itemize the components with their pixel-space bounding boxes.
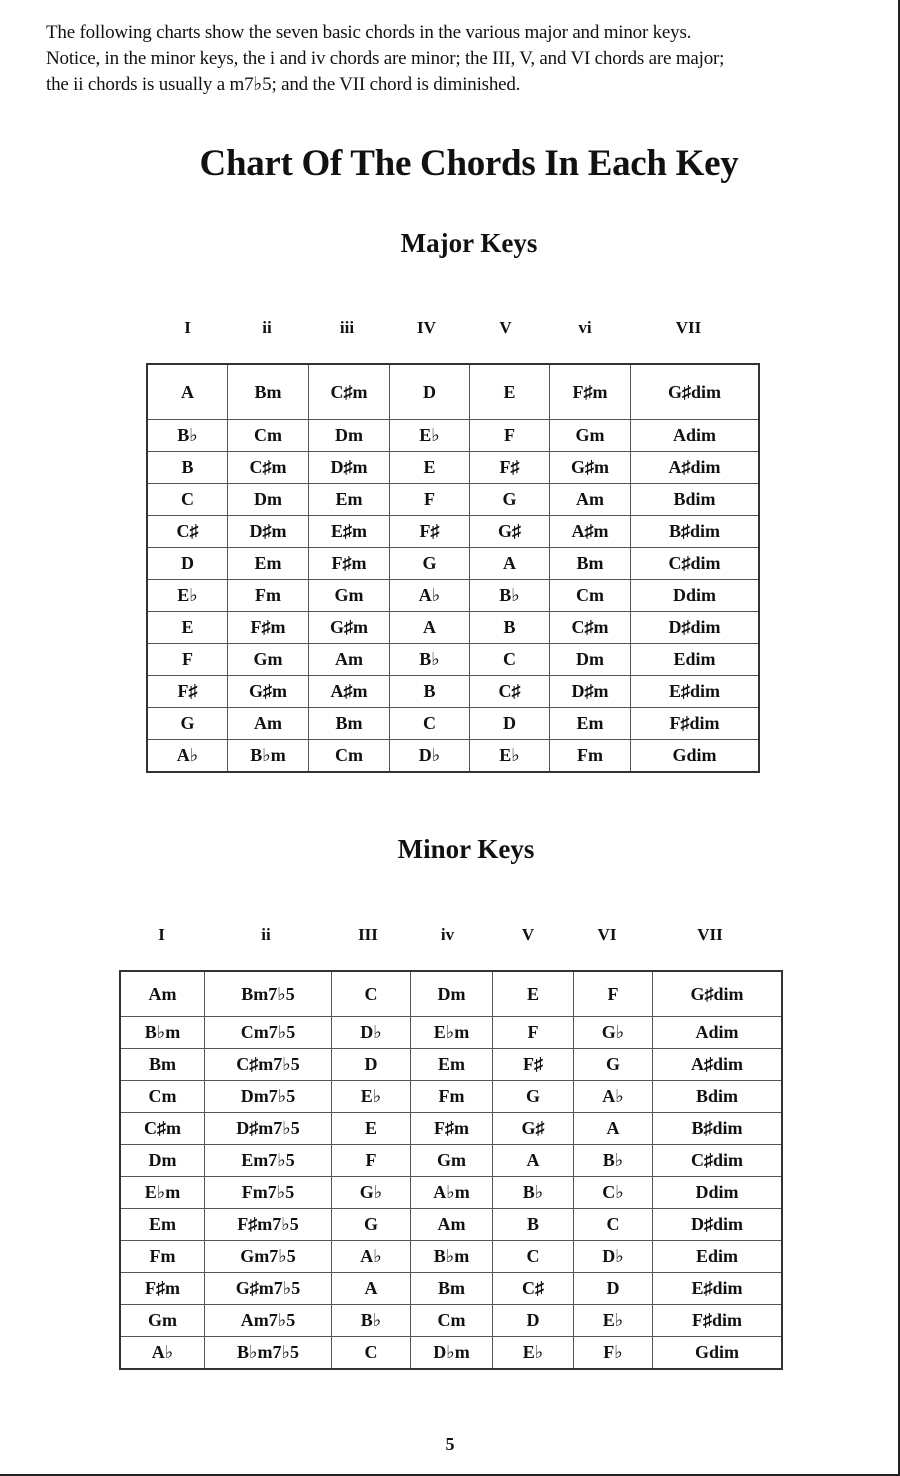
table-row [120, 1081, 782, 1113]
chord-cell: C [390, 708, 470, 740]
chord-cell: B [470, 612, 550, 644]
chord-cell: G [332, 1209, 411, 1241]
chord-cell: B [493, 1209, 574, 1241]
chord-cell: B [390, 676, 470, 708]
chord-cell: D [470, 708, 550, 740]
chord-cell: Bdim [653, 1081, 783, 1113]
chord-cell: C♯ [493, 1273, 574, 1305]
chord-cell: D♯dim [653, 1209, 783, 1241]
table-row [120, 1049, 782, 1081]
chord-cell: G [147, 708, 228, 740]
major-degree-label: VII [675, 318, 702, 337]
chord-cell: B♭ [493, 1177, 574, 1209]
chord-cell: Edim [631, 644, 760, 676]
chord-cell: Dm7♭5 [205, 1081, 332, 1113]
major-degree-label: I [184, 318, 191, 337]
chord-cell: Cm [309, 740, 390, 773]
intro-paragraph [46, 20, 861, 98]
chord-cell: F♭ [574, 1337, 653, 1370]
table-row [120, 1177, 782, 1209]
chord-cell: Gdim [653, 1337, 783, 1370]
chord-cell: Gm [550, 420, 631, 452]
chord-cell: B♭m [120, 1017, 205, 1049]
minor-keys-table [119, 970, 783, 1370]
minor-degree-label: VI [597, 925, 617, 944]
major-degree-label: V [499, 318, 512, 337]
chord-cell: E♯dim [631, 676, 760, 708]
chord-cell: G♯m7♭5 [205, 1273, 332, 1305]
chord-cell: Gm [228, 644, 309, 676]
chord-cell: Dm [228, 484, 309, 516]
chord-cell: A♯dim [653, 1049, 783, 1081]
chord-cell: D♯dim [631, 612, 760, 644]
chord-cell: B♭m [228, 740, 309, 773]
chord-cell: E♭ [332, 1081, 411, 1113]
table-row [120, 1337, 782, 1370]
chord-cell: D♭ [574, 1241, 653, 1273]
chord-cell: B♭ [390, 644, 470, 676]
chord-cell: C [470, 644, 550, 676]
chord-cell: A [574, 1113, 653, 1145]
chord-cell: A [493, 1145, 574, 1177]
chord-cell: Bm [550, 548, 631, 580]
chord-cell: Am [411, 1209, 493, 1241]
chord-cell: B♭ [332, 1305, 411, 1337]
chord-cell: E♭ [390, 420, 470, 452]
table-row [120, 1273, 782, 1305]
chord-cell: B♭ [147, 420, 228, 452]
chord-cell: B♯dim [631, 516, 760, 548]
chord-cell: F♯m [550, 364, 631, 420]
chord-cell: C♯ [147, 516, 228, 548]
chord-cell: C [332, 1337, 411, 1370]
chord-cell: F [332, 1145, 411, 1177]
chord-cell: B♭m [411, 1241, 493, 1273]
major-degree-label: ii [262, 318, 272, 337]
minor-degree-label: iv [440, 925, 455, 944]
chord-cell: Bm7♭5 [205, 971, 332, 1017]
chord-cell: C [332, 971, 411, 1017]
chord-cell: G [493, 1081, 574, 1113]
table-row [120, 1305, 782, 1337]
chord-cell: Bm [309, 708, 390, 740]
chord-cell: C♯m [120, 1113, 205, 1145]
chord-cell: Dm [411, 971, 493, 1017]
chord-cell: Bdim [631, 484, 760, 516]
chord-cell: A♭ [120, 1337, 205, 1370]
minor-keys-heading: Minor Keys [397, 834, 535, 864]
table-row [147, 580, 759, 612]
table-row [120, 1145, 782, 1177]
chord-cell: D [493, 1305, 574, 1337]
chord-cell: Fm [228, 580, 309, 612]
chord-cell: A♯m [309, 676, 390, 708]
table-row [147, 420, 759, 452]
chord-cell: F♯m7♭5 [205, 1209, 332, 1241]
chord-cell: D♯m [228, 516, 309, 548]
minor-degree-label: V [521, 925, 535, 944]
minor-degree-label: III [358, 925, 378, 944]
major-degree-header [148, 318, 752, 338]
table-row [147, 364, 759, 420]
chord-cell: Gdim [631, 740, 760, 773]
chord-cell: E♭ [493, 1337, 574, 1370]
chord-cell: Gm [309, 580, 390, 612]
chord-cell: Fm [550, 740, 631, 773]
chord-cell: D [390, 364, 470, 420]
chord-cell: G [574, 1049, 653, 1081]
chord-cell: Bm [411, 1273, 493, 1305]
chord-cell: A♭ [574, 1081, 653, 1113]
chord-cell: Gm7♭5 [205, 1241, 332, 1273]
chord-cell: C [147, 484, 228, 516]
chord-cell: G♯dim [653, 971, 783, 1017]
chord-cell: D♯m7♭5 [205, 1113, 332, 1145]
chord-cell: A♭ [147, 740, 228, 773]
chord-cell: A [470, 548, 550, 580]
chord-cell: Edim [653, 1241, 783, 1273]
chord-cell: Adim [653, 1017, 783, 1049]
major-degree-label: vi [578, 318, 592, 337]
chord-cell: C♯m [228, 452, 309, 484]
chord-cell: Em [309, 484, 390, 516]
chord-cell: C♯dim [653, 1145, 783, 1177]
table-row [120, 1209, 782, 1241]
chord-cell: Am [309, 644, 390, 676]
minor-degree-header [120, 925, 774, 945]
chord-cell: Gm [411, 1145, 493, 1177]
chord-cell: A♭ [390, 580, 470, 612]
table-row [120, 971, 782, 1017]
page-number: 5 [445, 1434, 455, 1454]
table-row [147, 676, 759, 708]
chord-cell: D♭ [332, 1017, 411, 1049]
chord-cell: A♯m [550, 516, 631, 548]
chord-cell: F [574, 971, 653, 1017]
chord-cell: B♭m7♭5 [205, 1337, 332, 1370]
table-row [147, 484, 759, 516]
chord-cell: E♭m [120, 1177, 205, 1209]
chord-cell: F♯ [147, 676, 228, 708]
chord-cell: Adim [631, 420, 760, 452]
chord-cell: G [390, 548, 470, 580]
chord-cell: G♯m [228, 676, 309, 708]
intro-line-1: The following charts show the seven basic chords in the various major and minor keys. [46, 22, 692, 43]
chord-cell: F♯ [470, 452, 550, 484]
chord-cell: A♭m [411, 1177, 493, 1209]
chord-cell: Em [411, 1049, 493, 1081]
chord-cell: E [470, 364, 550, 420]
chord-cell: E♭m [411, 1017, 493, 1049]
chord-cell: F♯m [120, 1273, 205, 1305]
table-row [120, 1241, 782, 1273]
chord-cell: Fm7♭5 [205, 1177, 332, 1209]
chord-cell: C♯dim [631, 548, 760, 580]
chord-cell: Ddim [653, 1177, 783, 1209]
chord-cell: D♭m [411, 1337, 493, 1370]
chord-cell: B [147, 452, 228, 484]
chord-cell: C♯m [550, 612, 631, 644]
table-row [147, 644, 759, 676]
intro-line-3: the ii chords is usually a m7♭5; and the VII chord is diminished. [46, 74, 521, 95]
chord-cell: A [390, 612, 470, 644]
chord-cell: G♯m [550, 452, 631, 484]
chord-cell: D [574, 1273, 653, 1305]
chord-cell: D [147, 548, 228, 580]
table-row [120, 1017, 782, 1049]
chord-cell: C♯m [309, 364, 390, 420]
major-degree-label: iii [339, 318, 355, 337]
chord-cell: F [470, 420, 550, 452]
chord-cell: Cm7♭5 [205, 1017, 332, 1049]
chord-cell: F♯m [411, 1113, 493, 1145]
chord-cell: F♯m [309, 548, 390, 580]
chord-cell: D♯m [550, 676, 631, 708]
table-row [147, 612, 759, 644]
chord-cell: Dm [309, 420, 390, 452]
chord-cell: C♯m7♭5 [205, 1049, 332, 1081]
chord-cell: A [147, 364, 228, 420]
chord-cell: C♯ [470, 676, 550, 708]
chord-cell: C [574, 1209, 653, 1241]
major-keys-table [146, 363, 760, 773]
chord-cell: Fm [120, 1241, 205, 1273]
chord-cell: Cm [550, 580, 631, 612]
chord-cell: Am7♭5 [205, 1305, 332, 1337]
page-title: Chart Of The Chords In Each Key [199, 143, 739, 184]
chord-cell: Fm [411, 1081, 493, 1113]
table-row [147, 740, 759, 773]
chord-cell: C♭ [574, 1177, 653, 1209]
chord-cell: Am [228, 708, 309, 740]
chord-cell: B♭ [574, 1145, 653, 1177]
chord-cell: Em [120, 1209, 205, 1241]
chord-cell: Gm [120, 1305, 205, 1337]
chord-cell: A♭ [332, 1241, 411, 1273]
minor-degree-label: ii [261, 925, 271, 944]
chord-cell: E [147, 612, 228, 644]
chord-cell: Am [120, 971, 205, 1017]
chord-cell: Cm [228, 420, 309, 452]
table-row [147, 516, 759, 548]
minor-degree-label: VII [697, 925, 723, 944]
chord-cell: F♯m [228, 612, 309, 644]
chord-cell: A♯dim [631, 452, 760, 484]
chord-cell: D [332, 1049, 411, 1081]
minor-degree-label: I [158, 925, 165, 944]
chord-cell: E♭ [574, 1305, 653, 1337]
chord-cell: Cm [411, 1305, 493, 1337]
chord-cell: A [332, 1273, 411, 1305]
chord-cell: F [390, 484, 470, 516]
chord-cell: G [470, 484, 550, 516]
chord-cell: E [493, 971, 574, 1017]
chord-cell: Em [550, 708, 631, 740]
chord-cell: C [493, 1241, 574, 1273]
chord-cell: E [332, 1113, 411, 1145]
chord-cell: Dm [120, 1145, 205, 1177]
chord-cell: B♯dim [653, 1113, 783, 1145]
chord-cell: G♯ [470, 516, 550, 548]
chord-cell: Em [228, 548, 309, 580]
chord-cell: E♯dim [653, 1273, 783, 1305]
chord-cell: E♭ [470, 740, 550, 773]
table-row [147, 452, 759, 484]
chord-cell: F [493, 1017, 574, 1049]
chord-cell: G♭ [574, 1017, 653, 1049]
chord-cell: F♯dim [631, 708, 760, 740]
chord-cell: Bm [228, 364, 309, 420]
table-row [120, 1113, 782, 1145]
chord-cell: G♯ [493, 1113, 574, 1145]
chord-cell: F♯dim [653, 1305, 783, 1337]
intro-line-2: Notice, in the minor keys, the i and iv chords are minor; the III, V, and VI chords are major; [46, 48, 725, 69]
chord-cell: G♯m [309, 612, 390, 644]
major-keys-heading: Major Keys [400, 228, 538, 258]
chord-cell: F♯ [390, 516, 470, 548]
chord-cell: G♯dim [631, 364, 760, 420]
chord-cell: Am [550, 484, 631, 516]
major-degree-label: IV [417, 318, 436, 337]
chord-cell: Cm [120, 1081, 205, 1113]
chord-cell: Dm [550, 644, 631, 676]
chord-cell: E♭ [147, 580, 228, 612]
chord-cell: F [147, 644, 228, 676]
chord-cell: E [390, 452, 470, 484]
chord-cell: G♭ [332, 1177, 411, 1209]
chord-cell: Em7♭5 [205, 1145, 332, 1177]
table-row [147, 548, 759, 580]
chord-cell: E♯m [309, 516, 390, 548]
chord-cell: D♭ [390, 740, 470, 773]
chord-cell: B♭ [470, 580, 550, 612]
chord-cell: F♯ [493, 1049, 574, 1081]
chord-cell: D♯m [309, 452, 390, 484]
chord-cell: Bm [120, 1049, 205, 1081]
table-row [147, 708, 759, 740]
chord-cell: Ddim [631, 580, 760, 612]
